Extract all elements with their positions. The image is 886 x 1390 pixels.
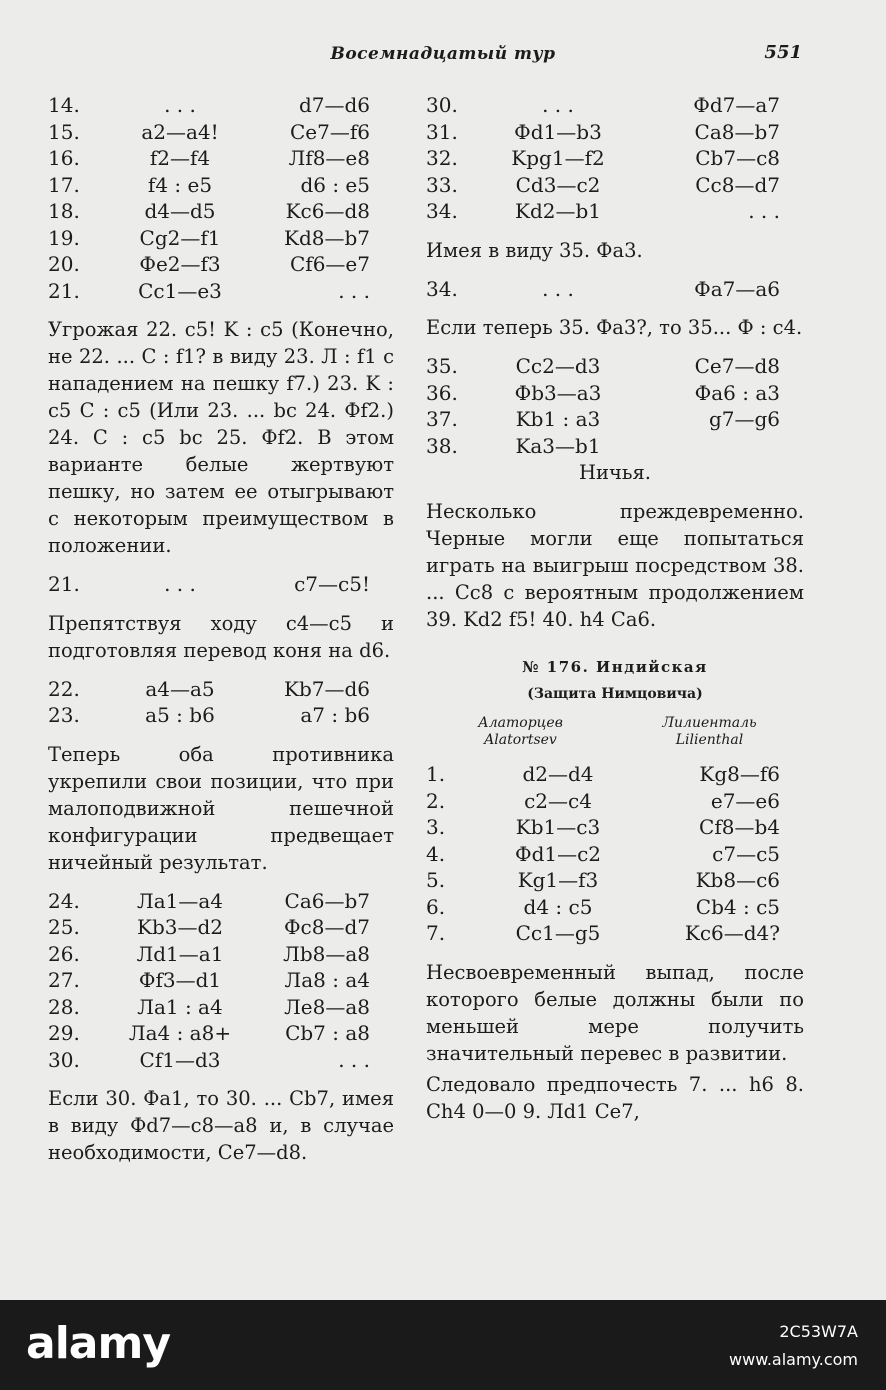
move-number: 3. [426, 815, 446, 839]
move-row [48, 225, 394, 252]
move-row [426, 92, 804, 119]
white-move: Cf1—d3 [139, 1047, 221, 1072]
move-number: 27. [48, 968, 80, 992]
moves-block [48, 571, 394, 598]
move-row [48, 119, 394, 146]
black-move: Cb7—c8 [695, 146, 780, 170]
black-move: Kb8—c6 [695, 868, 780, 892]
move-number: 6. [426, 894, 446, 919]
page-number: 551 [764, 42, 802, 63]
black-move: Фa7—a6 [694, 276, 780, 301]
watermark-band [0, 1300, 886, 1390]
black-move: d6 : e5 [300, 172, 370, 197]
white-player-en: Alatortsev [484, 732, 557, 748]
black-move: . . . [338, 278, 370, 303]
white-move: . . . [164, 93, 196, 117]
white-move: Фb3—a3 [514, 380, 602, 405]
black-move: c7—c5 [712, 841, 780, 866]
black-move: Kg8—f6 [699, 762, 780, 786]
black-move: Cb4 : c5 [695, 894, 780, 919]
annotation: Несвоевременный выпад, после которого белые должны были по меньшей мере получить значительный перевес в развитии. [426, 960, 804, 1065]
site-url: www.alamy.com [729, 1350, 858, 1369]
black-move: Kc6—d8 [285, 199, 370, 223]
move-number: 24. [48, 888, 80, 913]
move-row [48, 702, 394, 729]
move-row [426, 788, 804, 815]
move-number: 32. [426, 146, 458, 170]
white-move: Cc2—d3 [515, 354, 601, 378]
alamy-logo: alamy [26, 1318, 170, 1369]
moves-block [426, 276, 804, 303]
white-move: Kg1—f3 [517, 868, 599, 892]
white-move: Лd1—a1 [136, 941, 224, 966]
move-row [426, 920, 804, 947]
white-move: . . . [542, 276, 574, 301]
black-move: a7 : b6 [300, 703, 370, 727]
move-row [426, 353, 804, 380]
black-move: Лe8—a8 [284, 994, 370, 1019]
white-move: d4—d5 [144, 199, 216, 223]
move-number: 38. [426, 433, 458, 458]
black-move: Ca8—b7 [694, 119, 780, 144]
image-id: 2C53W7A [779, 1322, 858, 1341]
move-number: 29. [48, 1021, 80, 1045]
move-row [426, 119, 804, 146]
white-move: Cc1—e3 [138, 278, 222, 303]
move-number: 35. [426, 354, 458, 378]
move-number: 19. [48, 225, 80, 250]
black-player-ru: Лилиенталь [662, 715, 757, 731]
move-row [48, 251, 394, 278]
white-move: . . . [542, 93, 574, 117]
white-move: Kb1 : a3 [515, 407, 601, 431]
move-number: 22. [48, 676, 80, 701]
move-row [426, 380, 804, 407]
move-row [426, 841, 804, 868]
moves-block [48, 92, 394, 304]
white-move: d4 : c5 [523, 894, 593, 919]
move-row [48, 676, 394, 703]
white-move: Фd1—b3 [514, 119, 602, 144]
move-row [426, 276, 804, 303]
move-number: 5. [426, 868, 446, 892]
annotation: Теперь оба противника укрепили свои позиции, что при малоподвижной пешечной конфигурации предвещает ничейный результат. [48, 742, 394, 874]
move-number: 21. [48, 278, 80, 303]
move-number: 37. [426, 407, 458, 431]
white-move: Ka3—b1 [515, 433, 601, 458]
move-number: 14. [48, 93, 80, 117]
move-row [426, 198, 804, 225]
black-move: Лf8—e8 [288, 146, 370, 170]
white-player-ru: Алаторцев [478, 715, 563, 731]
black-move: d7—d6 [298, 93, 370, 117]
black-move: Ce7—d8 [694, 354, 780, 378]
game-subtitle: (Защита Нимцовича) [527, 686, 703, 702]
move-number: 25. [48, 915, 80, 939]
move-number: 33. [426, 172, 458, 197]
annotation: Имея в виду 35. Фa3. [426, 238, 643, 262]
move-number: 2. [426, 788, 446, 813]
move-number: 34. [426, 199, 458, 223]
move-row [426, 433, 804, 460]
move-number: 23. [48, 703, 80, 727]
white-move: Фf3—d1 [138, 968, 222, 992]
moves-block [48, 676, 394, 729]
white-move: d2—d4 [522, 762, 594, 786]
move-row [48, 994, 394, 1021]
black-move: . . . [748, 199, 780, 223]
move-number: 15. [48, 119, 80, 144]
move-number: 30. [426, 93, 458, 117]
move-number: 20. [48, 252, 80, 276]
move-row [426, 894, 804, 921]
white-move: c2—c4 [524, 788, 592, 813]
move-row [48, 278, 394, 305]
black-move: . . . [338, 1047, 370, 1072]
white-move: Лa1—a4 [137, 888, 223, 913]
white-move: f4 : e5 [147, 172, 213, 197]
move-number: 28. [48, 994, 80, 1019]
game-title: № 176. Индийская [522, 658, 708, 676]
move-row [48, 888, 394, 915]
game-result: Ничья. [578, 461, 651, 484]
move-number: 36. [426, 380, 458, 405]
moves-block [426, 353, 804, 459]
players [426, 715, 804, 749]
black-move: c7—c5! [294, 572, 370, 596]
white-move: a2—a4! [141, 119, 219, 144]
white-move: Фd1—c2 [514, 841, 602, 866]
move-row [426, 172, 804, 199]
left-column [48, 92, 394, 1166]
black-move: Kc6—d4? [684, 921, 780, 945]
white-move: . . . [164, 572, 196, 596]
move-row [48, 198, 394, 225]
move-number: 26. [48, 941, 80, 966]
black-move: Cf8—b4 [699, 815, 780, 839]
white-move: Фe2—f3 [139, 252, 221, 276]
black-player [615, 715, 804, 749]
move-number: 21. [48, 572, 80, 596]
white-move: Kb1—c3 [515, 815, 601, 839]
black-move: Cc8—d7 [695, 172, 780, 197]
move-row [48, 1020, 394, 1047]
move-row [426, 814, 804, 841]
move-number: 4. [426, 841, 446, 866]
annotation: Если теперь 35. Фa3?, то 35... Ф : c4. [426, 316, 803, 339]
white-move: a4—a5 [145, 676, 215, 701]
white-move: Лa4 : a8+ [128, 1021, 232, 1045]
move-row [48, 1047, 394, 1074]
move-number: 17. [48, 172, 80, 197]
move-row [48, 914, 394, 941]
move-number: 31. [426, 119, 458, 144]
annotation: Угрожая 22. c5! K : c5 (Конечно, не 22. ... C : f1? в виду 23. Л : f1 с нападением на пешку f7.) 23. K : c5 C : c5 (Или 23. ... bc 24. Фf2.) 24. C : c5 bc 25. Фf2. В этом варианте белые жертвуют пешку, но затем ее отыгрывают с некоторым преимуществом в положении. [48, 318, 394, 557]
move-row [48, 941, 394, 968]
moves-block [426, 761, 804, 947]
white-move: a5 : b6 [145, 703, 215, 727]
white-move: Kpg1—f2 [511, 146, 605, 170]
black-move: Ce7—f6 [290, 119, 370, 144]
black-move: Ca6—b7 [284, 888, 370, 913]
move-row [48, 571, 394, 598]
annotation: Следовало предпочесть 7. ... h6 8. Ch4 0—0 9. Лd1 Ce7, [426, 1072, 804, 1123]
move-number: 18. [48, 199, 80, 223]
annotation: Несколько преждевременно. Черные могли еще попытаться играть на выигрыш посредством 38. ... Cc8 с вероятным продолжением 39. Kd2 f5! 40. h4 Ca6. [426, 500, 804, 631]
white-move: f2—f4 [149, 146, 211, 170]
move-row [48, 967, 394, 994]
moves-block [48, 888, 394, 1074]
move-number: 30. [48, 1047, 80, 1072]
move-row [426, 145, 804, 172]
move-row [48, 145, 394, 172]
annotation: Препятствуя ходу c4—c5 и подготовляя перевод коня на d6. [48, 611, 394, 662]
move-number: 16. [48, 146, 80, 170]
move-row [48, 92, 394, 119]
black-move: Фa6 : a3 [694, 380, 780, 405]
white-move: Cg2—f1 [139, 225, 221, 250]
black-player-en: Lilienthal [675, 732, 744, 748]
move-row [426, 761, 804, 788]
black-move: e7—e6 [710, 788, 780, 813]
black-move: Лa8 : a4 [284, 968, 370, 992]
white-move: Cd3—c2 [515, 172, 601, 197]
black-move: g7—g6 [708, 407, 780, 431]
annotation: Если 30. Фa1, то 30. ... Cb7, имея в виду Фd7—c8—a8 и, в случае необходимости, Ce7—d8. [48, 1087, 394, 1164]
black-move: Cb7 : a8 [285, 1021, 370, 1045]
black-move: Kb7—d6 [284, 676, 370, 701]
white-move: Kb3—d2 [137, 915, 223, 939]
moves-block [426, 92, 804, 225]
black-move: Фc8—d7 [283, 915, 370, 939]
move-number: 34. [426, 276, 458, 301]
black-move [638, 433, 804, 460]
white-move: Cc1—g5 [515, 921, 601, 945]
running-header: Восемнадцатый тур [330, 44, 556, 64]
black-move: Kd8—b7 [284, 225, 370, 250]
move-row [48, 172, 394, 199]
right-column [426, 92, 804, 1125]
black-move: Cf6—e7 [290, 252, 370, 276]
move-row [426, 406, 804, 433]
black-move: Фd7—a7 [693, 93, 780, 117]
white-move: Лa1 : a4 [137, 994, 223, 1019]
move-number: 7. [426, 921, 446, 945]
black-move: Лb8—a8 [283, 941, 370, 966]
white-player [426, 715, 615, 749]
move-row [426, 867, 804, 894]
white-move: Kd2—b1 [515, 199, 601, 223]
move-number: 1. [426, 762, 446, 786]
